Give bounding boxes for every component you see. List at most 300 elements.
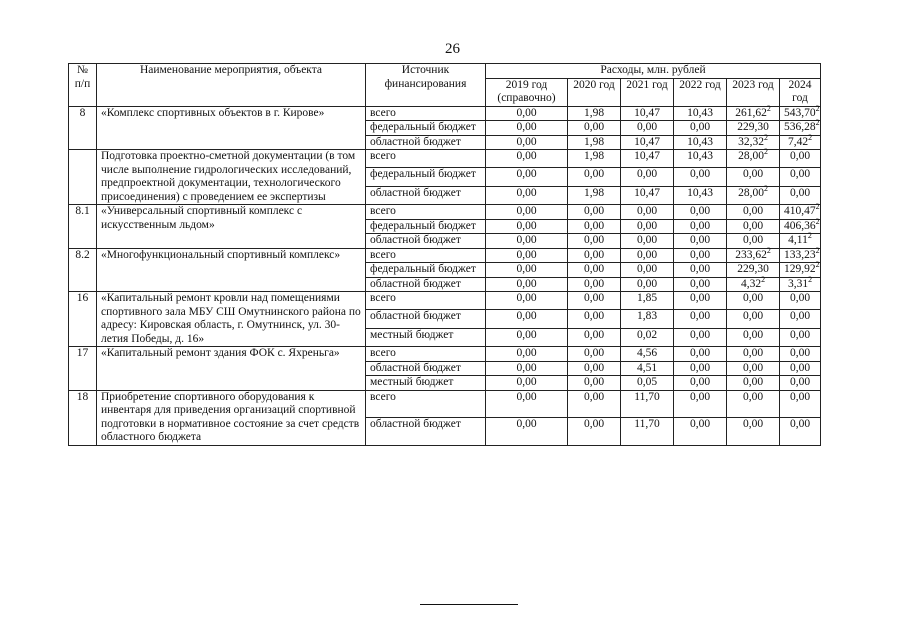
table-header bbox=[69, 64, 821, 107]
expense-cell bbox=[486, 263, 568, 278]
expense-value: 229,30 bbox=[737, 263, 769, 275]
expense-value: 1,98 bbox=[583, 135, 605, 148]
expense-cell bbox=[621, 263, 674, 278]
expense-value: 1,98 bbox=[583, 150, 605, 162]
expense-cell bbox=[674, 292, 727, 310]
expense-cell bbox=[727, 219, 780, 234]
expense-cell bbox=[727, 361, 780, 376]
expense-cell bbox=[780, 310, 821, 328]
expense-cell bbox=[621, 390, 674, 418]
footnote-marker: 2 bbox=[808, 274, 813, 284]
expense-cell bbox=[780, 103, 821, 121]
expense-value: 543,70 bbox=[784, 106, 816, 119]
funding-source: всего bbox=[366, 248, 486, 263]
funding-source: федеральный бюджет bbox=[366, 168, 486, 186]
expense-cell bbox=[621, 292, 674, 310]
expense-value: 0,00 bbox=[516, 418, 537, 430]
expense-cell bbox=[674, 186, 727, 204]
footnote-marker: 2 bbox=[815, 118, 820, 128]
expense-cell bbox=[674, 376, 727, 391]
expense-cell bbox=[621, 219, 674, 234]
funding-source: всего bbox=[366, 347, 486, 362]
expense-cell bbox=[568, 106, 621, 121]
expense-cell bbox=[568, 263, 621, 278]
expense-value: 0,00 bbox=[742, 310, 764, 323]
expense-value: 32,32 bbox=[738, 135, 764, 148]
expense-value: 410,47 bbox=[784, 205, 816, 217]
expense-value: 0,00 bbox=[689, 292, 711, 304]
expense-cell bbox=[568, 248, 621, 263]
expense-value: 0,00 bbox=[636, 168, 658, 181]
footnote-rule bbox=[420, 604, 518, 605]
expense-value: 0,00 bbox=[689, 328, 711, 341]
measure-name: «Комплекс спортивных объектов в г. Кирове» bbox=[97, 106, 366, 150]
expense-cell bbox=[780, 118, 821, 136]
expense-value: 0,00 bbox=[516, 186, 537, 199]
expense-value: 0,00 bbox=[742, 347, 764, 359]
expense-value: 0,00 bbox=[583, 390, 605, 403]
table-row bbox=[69, 390, 821, 418]
funding-source: всего bbox=[366, 292, 486, 310]
expense-value: 10,47 bbox=[634, 106, 660, 119]
table-row bbox=[69, 205, 821, 220]
expense-value: 0,00 bbox=[742, 205, 764, 217]
expense-value: 0,00 bbox=[689, 248, 711, 261]
expense-value: 0,00 bbox=[583, 219, 605, 232]
expense-cell bbox=[568, 150, 621, 168]
funding-source: федеральный бюджет bbox=[366, 219, 486, 234]
expense-value: 0,00 bbox=[583, 263, 605, 275]
expense-value: 0,00 bbox=[789, 418, 811, 430]
expense-value: 1,83 bbox=[636, 310, 658, 323]
expense-value: 0,00 bbox=[516, 168, 537, 181]
funding-source: всего bbox=[366, 390, 486, 418]
expense-cell bbox=[621, 277, 674, 292]
expense-cell bbox=[568, 186, 621, 204]
expense-value: 0,00 bbox=[789, 168, 811, 181]
expense-cell bbox=[674, 310, 727, 328]
expense-cell bbox=[780, 328, 821, 346]
header-year: 2022 год bbox=[674, 78, 727, 106]
expense-cell bbox=[486, 106, 568, 121]
expense-cell bbox=[727, 205, 780, 220]
expense-value: 10,43 bbox=[687, 150, 713, 162]
expense-value: 0,00 bbox=[789, 390, 811, 403]
expense-cell bbox=[568, 310, 621, 328]
expense-cell bbox=[568, 168, 621, 186]
measure-name: «Многофункциональный спортивный комплекс» bbox=[97, 248, 366, 292]
expense-cell bbox=[780, 216, 821, 234]
expense-value: 4,11 bbox=[788, 234, 808, 246]
expense-cell bbox=[486, 418, 568, 446]
expense-value: 0,00 bbox=[789, 186, 811, 199]
expense-cell bbox=[727, 147, 780, 168]
expense-cell bbox=[674, 135, 727, 150]
expense-value: 261,62 bbox=[735, 106, 767, 119]
expense-value: 0,00 bbox=[742, 418, 764, 430]
expense-cell bbox=[727, 347, 780, 362]
expense-cell bbox=[674, 248, 727, 263]
expense-cell bbox=[486, 277, 568, 292]
expense-cell bbox=[674, 219, 727, 234]
expense-value: 0,00 bbox=[689, 310, 711, 323]
expense-cell bbox=[780, 186, 821, 204]
expense-value: 233,62 bbox=[735, 248, 767, 261]
expense-cell bbox=[486, 248, 568, 263]
expense-value: 406,36 bbox=[784, 219, 816, 232]
expense-value: 0,00 bbox=[689, 121, 711, 133]
table-row bbox=[69, 292, 821, 310]
expense-value: 0,00 bbox=[516, 376, 537, 388]
measure-name: «Капитальный ремонт кровли над помещениями спортивного зала МБУ СШ Омутнинского района по адресу: Кировская область, г. Омутнинск, ул. 30-летия Победы, д. 16» bbox=[97, 292, 366, 347]
expense-value: 3,31 bbox=[787, 277, 809, 290]
funding-source: областной бюджет bbox=[366, 310, 486, 328]
expense-value: 7,42 bbox=[787, 135, 809, 148]
expense-value: 0,00 bbox=[516, 310, 537, 323]
expense-value: 0,00 bbox=[789, 361, 811, 374]
expense-cell bbox=[727, 310, 780, 328]
funding-source: областной бюджет bbox=[366, 277, 486, 292]
expense-value: 133,23 bbox=[784, 248, 816, 261]
expense-value: 0,00 bbox=[636, 277, 658, 290]
header-year: 2024 год bbox=[780, 78, 821, 106]
expense-cell bbox=[486, 234, 568, 249]
row-number: 8.2 bbox=[69, 248, 97, 292]
expense-cell bbox=[486, 168, 568, 186]
expense-cell bbox=[486, 205, 568, 220]
expense-cell bbox=[780, 150, 821, 168]
expense-cell bbox=[621, 150, 674, 168]
expense-value: 0,00 bbox=[636, 219, 658, 232]
expense-cell bbox=[727, 328, 780, 346]
expense-value: 0,00 bbox=[789, 376, 811, 388]
expense-cell bbox=[674, 347, 727, 362]
expense-cell bbox=[780, 347, 821, 362]
expense-value: 229,30 bbox=[737, 121, 769, 133]
expense-cell bbox=[568, 390, 621, 418]
footnote-marker: 2 bbox=[815, 103, 820, 113]
table-row bbox=[69, 106, 821, 121]
expense-cell bbox=[780, 202, 821, 220]
expense-cell bbox=[568, 361, 621, 376]
expense-cell bbox=[568, 376, 621, 391]
expense-cell bbox=[621, 418, 674, 446]
expense-cell bbox=[780, 260, 821, 278]
expense-value: 0,00 bbox=[689, 376, 711, 388]
expense-value: 0,00 bbox=[516, 219, 537, 232]
expense-cell bbox=[486, 310, 568, 328]
expense-value: 0,00 bbox=[689, 219, 711, 232]
expense-cell bbox=[486, 361, 568, 376]
expense-value: 0,00 bbox=[516, 263, 537, 275]
funding-source: местный бюджет bbox=[366, 328, 486, 346]
funding-source: всего bbox=[366, 106, 486, 121]
expense-value: 0,00 bbox=[689, 361, 711, 374]
funding-source: всего bbox=[366, 205, 486, 220]
expense-cell bbox=[621, 106, 674, 121]
expense-cell bbox=[568, 292, 621, 310]
expense-value: 0,00 bbox=[742, 219, 764, 232]
expense-cell bbox=[674, 277, 727, 292]
expense-value: 0,00 bbox=[516, 361, 537, 374]
expense-value: 0,00 bbox=[742, 168, 764, 181]
measure-name: «Капитальный ремонт здания ФОК с. Яхреньга» bbox=[97, 347, 366, 391]
expense-value: 0,00 bbox=[742, 361, 764, 374]
expense-cell bbox=[674, 328, 727, 346]
expense-value: 0,00 bbox=[583, 328, 605, 341]
expense-value: 536,28 bbox=[784, 121, 816, 133]
expense-value: 0,00 bbox=[583, 310, 605, 323]
expense-value: 0,00 bbox=[742, 390, 764, 403]
expense-cell bbox=[568, 347, 621, 362]
expense-cell bbox=[568, 234, 621, 249]
expense-value: 4,51 bbox=[636, 361, 658, 374]
expense-value: 0,00 bbox=[689, 234, 711, 246]
expense-cell bbox=[674, 106, 727, 121]
expense-value: 0,00 bbox=[689, 418, 711, 430]
expense-cell bbox=[486, 292, 568, 310]
expense-cell bbox=[727, 418, 780, 446]
expense-cell bbox=[486, 135, 568, 150]
expense-cell bbox=[621, 328, 674, 346]
expense-value: 10,43 bbox=[687, 186, 713, 199]
expense-cell bbox=[486, 121, 568, 136]
funding-source: областной бюджет bbox=[366, 418, 486, 446]
expense-cell bbox=[674, 121, 727, 136]
expense-cell bbox=[727, 234, 780, 249]
expense-value: 10,47 bbox=[634, 135, 660, 148]
expense-value: 0,00 bbox=[516, 135, 537, 148]
footnote-marker: 2 bbox=[766, 103, 771, 113]
funding-source: областной бюджет bbox=[366, 361, 486, 376]
row-number: 17 bbox=[69, 347, 97, 391]
footnote-marker: 2 bbox=[808, 132, 813, 142]
expense-value: 0,00 bbox=[636, 121, 658, 133]
header-num: № п/п bbox=[69, 64, 97, 107]
expense-cell bbox=[727, 245, 780, 263]
expense-value: 0,00 bbox=[516, 150, 537, 162]
expense-value: 0,00 bbox=[636, 234, 658, 246]
expense-value: 4,56 bbox=[636, 347, 658, 359]
footnote-marker: 2 bbox=[763, 132, 768, 142]
measure-name: Приобретение спортивного оборудования к инвентаря для приведения организаций спортивной подготовки в нормативное состояние за счет средств областного бюджета bbox=[97, 390, 366, 445]
expenses-table bbox=[68, 63, 821, 446]
expense-cell bbox=[621, 186, 674, 204]
expense-cell bbox=[674, 205, 727, 220]
expense-cell bbox=[674, 168, 727, 186]
expense-cell bbox=[674, 361, 727, 376]
expense-value: 1,98 bbox=[583, 186, 605, 199]
expense-value: 0,00 bbox=[583, 418, 605, 430]
expense-value: 28,00 bbox=[738, 186, 764, 199]
expense-cell bbox=[727, 121, 780, 136]
funding-source: федеральный бюджет bbox=[366, 121, 486, 136]
expense-value: 11,70 bbox=[634, 390, 660, 403]
expense-cell bbox=[568, 219, 621, 234]
footnote-marker: 2 bbox=[766, 245, 771, 255]
expense-cell bbox=[727, 103, 780, 121]
expense-cell bbox=[621, 135, 674, 150]
expense-value: 0,00 bbox=[789, 328, 811, 341]
header-source: Источник финансирования bbox=[366, 64, 486, 107]
expense-cell bbox=[727, 376, 780, 391]
expense-value: 0,00 bbox=[742, 292, 764, 304]
expense-value: 0,00 bbox=[516, 121, 537, 133]
expense-cell bbox=[621, 310, 674, 328]
expense-cell bbox=[621, 376, 674, 391]
expense-value: 0,00 bbox=[583, 234, 605, 246]
expense-value: 0,00 bbox=[583, 121, 605, 133]
expense-value: 0,00 bbox=[583, 347, 605, 359]
expense-value: 11,70 bbox=[634, 418, 660, 430]
table-row bbox=[69, 248, 821, 263]
funding-source: федеральный бюджет bbox=[366, 263, 486, 278]
expense-cell bbox=[621, 168, 674, 186]
expense-cell bbox=[621, 234, 674, 249]
expense-value: 0,00 bbox=[689, 168, 711, 181]
measure-name: Подготовка проектно-сметной документации (в том числе выполнение гидрологических исследований, предпроектной документации, технологического присоединения) с проведением ее экспертизы bbox=[97, 150, 366, 205]
expense-value: 0,00 bbox=[516, 292, 537, 304]
expense-cell bbox=[486, 390, 568, 418]
funding-source: местный бюджет bbox=[366, 376, 486, 391]
row-number: 18 bbox=[69, 390, 97, 445]
expense-cell bbox=[621, 248, 674, 263]
expense-cell bbox=[486, 219, 568, 234]
table-row bbox=[69, 150, 821, 168]
expense-cell bbox=[621, 361, 674, 376]
expense-value: 1,85 bbox=[636, 292, 658, 304]
expense-value: 0,00 bbox=[516, 248, 537, 261]
row-number: 8 bbox=[69, 106, 97, 150]
expense-cell bbox=[486, 376, 568, 391]
expense-cell bbox=[568, 418, 621, 446]
expense-cell bbox=[674, 418, 727, 446]
expense-cell bbox=[727, 274, 780, 292]
expense-value: 0,00 bbox=[689, 205, 711, 217]
table-body bbox=[69, 103, 821, 445]
expense-cell bbox=[486, 347, 568, 362]
footnote-marker: 2 bbox=[815, 202, 820, 212]
funding-source: областной бюджет bbox=[366, 135, 486, 150]
expense-value: 10,47 bbox=[634, 150, 660, 162]
expense-value: 4,32 bbox=[740, 277, 762, 290]
expense-cell bbox=[780, 418, 821, 446]
table-row bbox=[69, 347, 821, 362]
expense-value: 0,00 bbox=[689, 263, 711, 275]
header-name: Наименование мероприятия, объекта bbox=[97, 64, 366, 107]
expense-value: 0,05 bbox=[636, 376, 658, 388]
expense-value: 0,00 bbox=[516, 277, 537, 290]
expense-cell bbox=[727, 168, 780, 186]
expense-cell bbox=[674, 234, 727, 249]
expense-cell bbox=[780, 245, 821, 263]
expense-value: 0,00 bbox=[689, 347, 711, 359]
footnote-marker: 2 bbox=[763, 147, 768, 157]
expense-value: 0,00 bbox=[516, 205, 537, 217]
row-number bbox=[69, 150, 97, 205]
expense-cell bbox=[568, 121, 621, 136]
expense-value: 0,00 bbox=[583, 205, 605, 217]
expense-cell bbox=[486, 328, 568, 346]
expense-value: 0,00 bbox=[789, 150, 811, 162]
expense-value: 0,00 bbox=[742, 376, 764, 388]
expense-cell bbox=[780, 168, 821, 186]
expense-value: 10,43 bbox=[687, 106, 713, 119]
expense-cell bbox=[780, 231, 821, 249]
expense-cell bbox=[568, 328, 621, 346]
expense-value: 129,92 bbox=[784, 263, 816, 275]
expense-value: 1,98 bbox=[583, 106, 605, 119]
expense-value: 0,00 bbox=[789, 292, 811, 304]
expense-value: 0,00 bbox=[636, 263, 658, 275]
expense-value: 0,00 bbox=[516, 347, 537, 359]
expense-cell bbox=[674, 150, 727, 168]
footnote-marker: 2 bbox=[761, 274, 766, 284]
expense-value: 28,00 bbox=[738, 150, 764, 162]
expense-value: 0,00 bbox=[689, 277, 711, 290]
expense-cell bbox=[568, 135, 621, 150]
expense-cell bbox=[780, 390, 821, 418]
expense-cell bbox=[621, 205, 674, 220]
header-year: 2023 год bbox=[727, 78, 780, 106]
footnote-marker: 2 bbox=[763, 183, 768, 193]
expense-cell bbox=[621, 121, 674, 136]
expense-value: 0,00 bbox=[516, 390, 537, 403]
expense-cell bbox=[780, 274, 821, 292]
header-expenses: Расходы, млн. рублей bbox=[486, 64, 821, 79]
expense-cell bbox=[486, 186, 568, 204]
expense-cell bbox=[568, 277, 621, 292]
expense-value: 10,47 bbox=[634, 186, 660, 199]
header-year: 2020 год bbox=[568, 78, 621, 106]
expense-cell bbox=[780, 132, 821, 150]
expense-value: 0,00 bbox=[583, 361, 605, 374]
expense-cell bbox=[727, 132, 780, 150]
page-number: 26 bbox=[445, 41, 460, 57]
expense-cell bbox=[727, 390, 780, 418]
expense-value: 0,00 bbox=[636, 248, 658, 261]
row-number: 8.1 bbox=[69, 205, 97, 249]
expense-cell bbox=[674, 390, 727, 418]
expense-value: 0,00 bbox=[789, 310, 811, 323]
expense-cell bbox=[780, 292, 821, 310]
measure-name: «Универсальный спортивный комплекс с искусственным льдом» bbox=[97, 205, 366, 249]
footnote-marker: 2 bbox=[815, 260, 820, 270]
expense-value: 0,00 bbox=[516, 106, 537, 119]
footnote-marker: 2 bbox=[807, 231, 812, 241]
expense-value: 0,00 bbox=[583, 376, 605, 388]
expense-cell bbox=[780, 376, 821, 391]
expense-cell bbox=[568, 205, 621, 220]
expense-cell bbox=[727, 183, 780, 204]
expense-value: 0,00 bbox=[583, 248, 605, 261]
expense-value: 0,02 bbox=[636, 328, 658, 341]
funding-source: областной бюджет bbox=[366, 186, 486, 204]
footnote-marker: 2 bbox=[815, 245, 820, 255]
expense-value: 0,00 bbox=[689, 390, 711, 403]
expense-value: 0,00 bbox=[516, 328, 537, 341]
expense-value: 0,00 bbox=[789, 347, 811, 359]
expense-value: 0,00 bbox=[636, 205, 658, 217]
expense-value: 0,00 bbox=[583, 277, 605, 290]
expense-value: 0,00 bbox=[583, 168, 605, 181]
expense-value: 0,00 bbox=[742, 328, 764, 341]
expense-cell bbox=[727, 263, 780, 278]
expense-cell bbox=[727, 292, 780, 310]
expense-cell bbox=[621, 347, 674, 362]
header-year: 2021 год bbox=[621, 78, 674, 106]
funding-source: областной бюджет bbox=[366, 234, 486, 249]
